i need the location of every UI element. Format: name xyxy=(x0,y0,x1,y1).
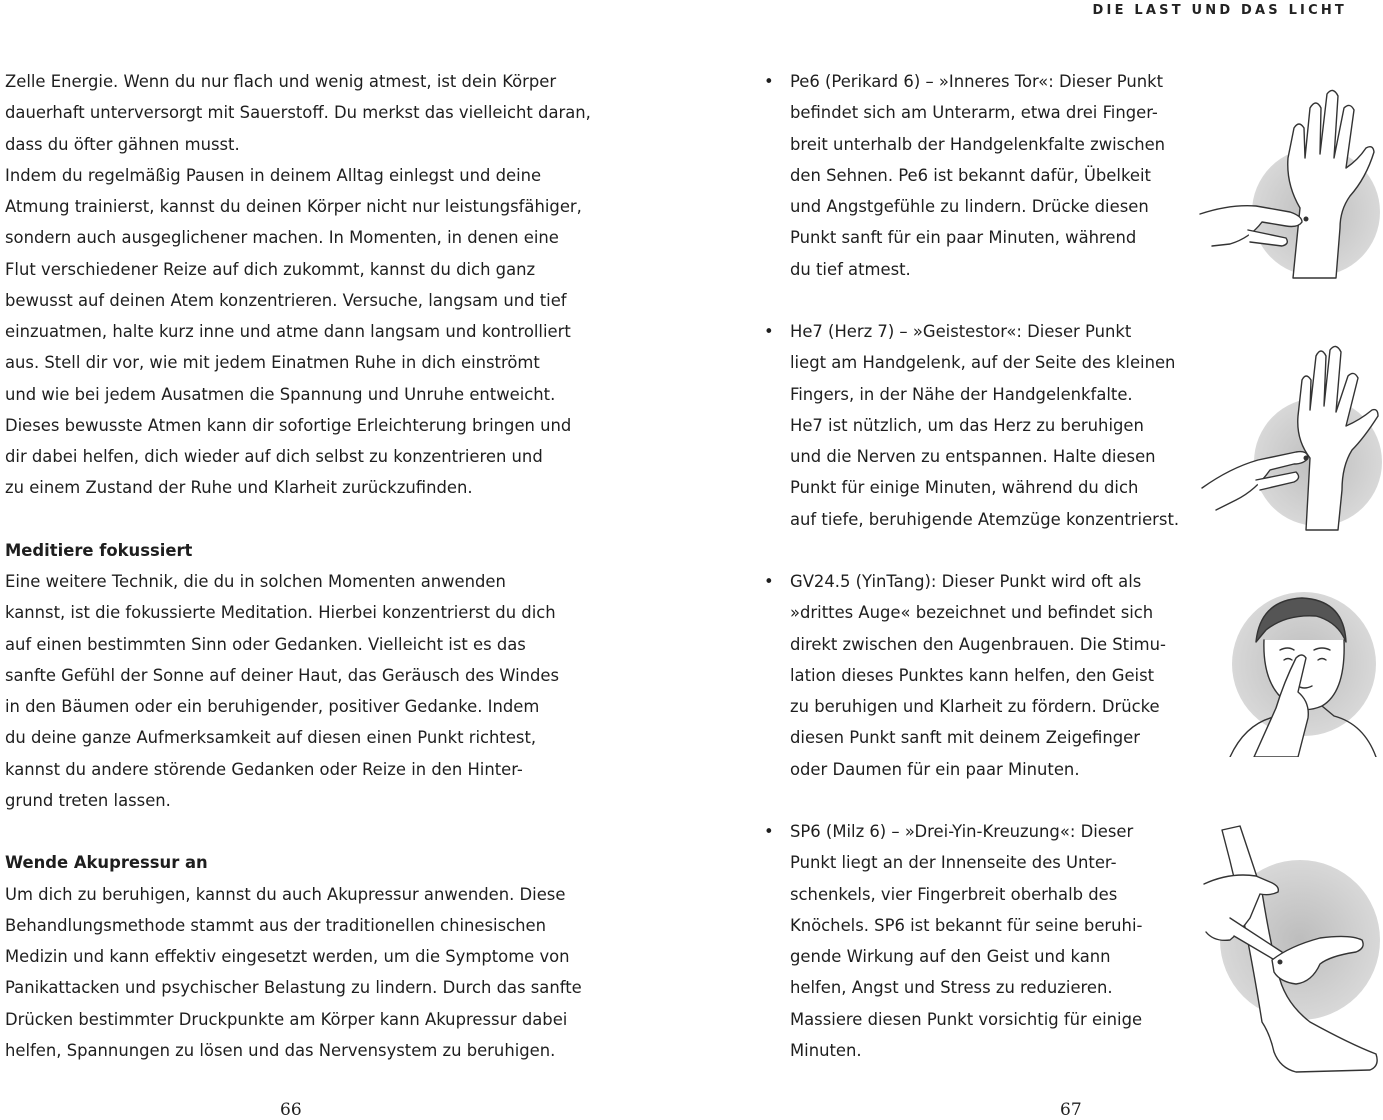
bullet-item-gv24 xyxy=(764,566,1194,785)
text-line: Behandlungsmethode stammt aus der traditionellen chinesischen xyxy=(5,915,546,935)
text-line: dauerhaft unterversorgt mit Sauerstoff. Du merkst das vielleicht daran, xyxy=(5,103,591,123)
text-line: auf tiefe, beruhigende Atemzüge konzentrierst. xyxy=(790,509,1180,529)
text-line: einzuatmen, halte kurz inne und atme dann langsam und kontrolliert xyxy=(5,322,571,341)
text-line: Punkt sanft für ein paar Minuten, während xyxy=(790,228,1137,248)
text-line: kannst du andere störende Gedanken oder Reize in den Hinter- xyxy=(5,759,523,779)
text-line: Atmung trainierst, kannst du deinen Körper nicht nur leistungsfähiger, xyxy=(5,197,582,216)
text-line: Indem du regelmäßig Pausen in deinem Alltag einlegst und deine xyxy=(5,165,542,185)
text-line: direkt zwischen den Augenbrauen. Die Stimu- xyxy=(790,634,1166,654)
text-line: Punkt für einige Minuten, während du dich xyxy=(790,478,1139,498)
text-line: dass du öfter gähnen musst. xyxy=(5,134,240,154)
text-line: kannst, ist die fokussierte Meditation. Hierbei konzentrierst du dich xyxy=(5,603,556,623)
left-column xyxy=(5,66,605,1066)
text-line: Knöchels. SP6 ist bekannt für seine beruhi- xyxy=(790,915,1143,935)
text-line: Fingers, in der Nähe der Handgelenkfalte. xyxy=(790,384,1133,404)
text-line: Zelle Energie. Wenn du nur flach und wenig atmest, ist dein Körper xyxy=(5,72,557,91)
text-line: helfen, Spannungen zu lösen und das Nervensystem zu beruhigen. xyxy=(5,1040,556,1060)
text-line: auf einen bestimmten Sinn oder Gedanken. Vielleicht ist es das xyxy=(5,634,526,654)
text-line: und Angstgefühle zu lindern. Drücke diesen xyxy=(790,197,1149,216)
text-line: befindet sich am Unterarm, etwa drei Finger- xyxy=(790,103,1158,123)
text-line: in den Bäumen oder ein beruhigender, positiver Gedanke. Indem xyxy=(5,697,540,716)
intro-paragraphs xyxy=(5,66,605,504)
text-line: Dieses bewusste Atmen kann dir sofortige Erleichterung bringen und xyxy=(5,415,572,435)
meditation-paragraph xyxy=(5,566,605,816)
bullet-glyph: • xyxy=(764,822,774,841)
page-number-left: 66 xyxy=(280,1100,302,1120)
text-line: Minuten. xyxy=(790,1040,862,1060)
text-line: und die Nerven zu entspannen. Halte diesen xyxy=(790,447,1156,466)
text-line: sanfte Gefühl der Sonne auf deiner Haut, das Geräusch des Windes xyxy=(5,665,560,685)
text-line: Punkt liegt an der Innenseite des Unter- xyxy=(790,853,1117,873)
text-line: aus. Stell dir vor, wie mit jedem Einatmen Ruhe in dich einströmt xyxy=(5,353,540,373)
text-line: Massiere diesen Punkt vorsichtig für einige xyxy=(790,1009,1143,1029)
bullet-glyph: • xyxy=(764,322,774,341)
gv24-face-illustration xyxy=(1226,582,1381,757)
text-line: Eine weitere Technik, die du in solchen Momenten anwenden xyxy=(5,572,506,591)
text-line: Flut verschiedener Reize auf dich zukommt, kannst du dich ganz xyxy=(5,259,536,279)
bullet-glyph: • xyxy=(764,572,774,591)
text-line: gende Wirkung auf den Geist und kann xyxy=(790,947,1111,966)
bullet-item-sp6 xyxy=(764,816,1194,1066)
text-line: und wie bei jedem Ausatmen die Spannung und Unruhe entweicht. xyxy=(5,384,556,404)
bullet-item-he7 xyxy=(764,316,1194,535)
text-line: den Sehnen. Pe6 ist bekannt dafür, Übelkeit xyxy=(790,165,1151,185)
text-line: Drücken bestimmter Druckpunkte am Körper kann Akupressur dabei xyxy=(5,1009,568,1029)
bullet-item-pe6 xyxy=(764,66,1194,285)
text-line: grund treten lassen. xyxy=(5,790,171,810)
text-line: helfen, Angst und Stress zu reduzieren. xyxy=(790,978,1113,998)
pe6-hand-illustration xyxy=(1190,88,1380,283)
text-line: Panikattacken und psychischer Belastung zu lindern. Durch das sanfte xyxy=(5,978,582,998)
text-line: zu einem Zustand der Ruhe und Klarheit zurückzufinden. xyxy=(5,478,473,498)
bullet-glyph: • xyxy=(764,72,774,91)
text-line: SP6 (Milz 6) – »Drei-Yin-Kreuzung«: Dieser xyxy=(790,822,1134,841)
akupressur-paragraph xyxy=(5,879,605,1067)
text-line: diesen Punkt sanft mit deinem Zeigefinger xyxy=(790,728,1140,748)
text-line: sondern auch ausgeglichener machen. In Momenten, in denen eine xyxy=(5,228,559,248)
text-line: »drittes Auge« bezeichnet und befindet sich xyxy=(790,603,1154,623)
text-line: zu beruhigen und Klarheit zu fördern. Drücke xyxy=(790,697,1160,716)
akupressur-heading: Wende Akupressur an xyxy=(5,853,208,873)
page-number-right: 67 xyxy=(1060,1100,1082,1120)
text-line: Medizin und kann effektiv eingesetzt werden, um die Symptome von xyxy=(5,947,570,966)
text-line: lation dieses Punktes kann helfen, den Geist xyxy=(790,665,1155,685)
text-line: He7 (Herz 7) – »Geistestor«: Dieser Punkt xyxy=(790,322,1132,341)
text-line: oder Daumen für ein paar Minuten. xyxy=(790,759,1080,779)
he7-hand-illustration xyxy=(1196,340,1383,535)
text-line: du tief atmest. xyxy=(790,259,911,279)
text-line: He7 ist nützlich, um das Herz zu beruhigen xyxy=(790,415,1144,435)
running-head: DIE LAST UND DAS LICHT xyxy=(1092,3,1347,18)
text-line: GV24.5 (YinTang): Dieser Punkt wird oft als xyxy=(790,572,1142,591)
text-line: Um dich zu beruhigen, kannst du auch Akupressur anwenden. Diese xyxy=(5,884,566,904)
text-line: schenkels, vier Fingerbreit oberhalb des xyxy=(790,884,1118,904)
text-line: Pe6 (Perikard 6) – »Inneres Tor«: Dieser Punkt xyxy=(790,72,1164,91)
meditation-heading: Meditiere fokussiert xyxy=(5,540,193,560)
text-line: du deine ganze Aufmerksamkeit auf diesen einen Punkt richtest, xyxy=(5,728,537,748)
text-line: breit unterhalb der Handgelenkfalte zwischen xyxy=(790,134,1166,154)
text-line: dir dabei helfen, dich wieder auf dich selbst zu konzentrieren und xyxy=(5,447,543,466)
text-line: liegt am Handgelenk, auf der Seite des kleinen xyxy=(790,353,1176,373)
sp6-foot-illustration xyxy=(1200,822,1383,1074)
text-line: bewusst auf deinen Atem konzentrieren. Versuche, langsam und tief xyxy=(5,290,567,310)
